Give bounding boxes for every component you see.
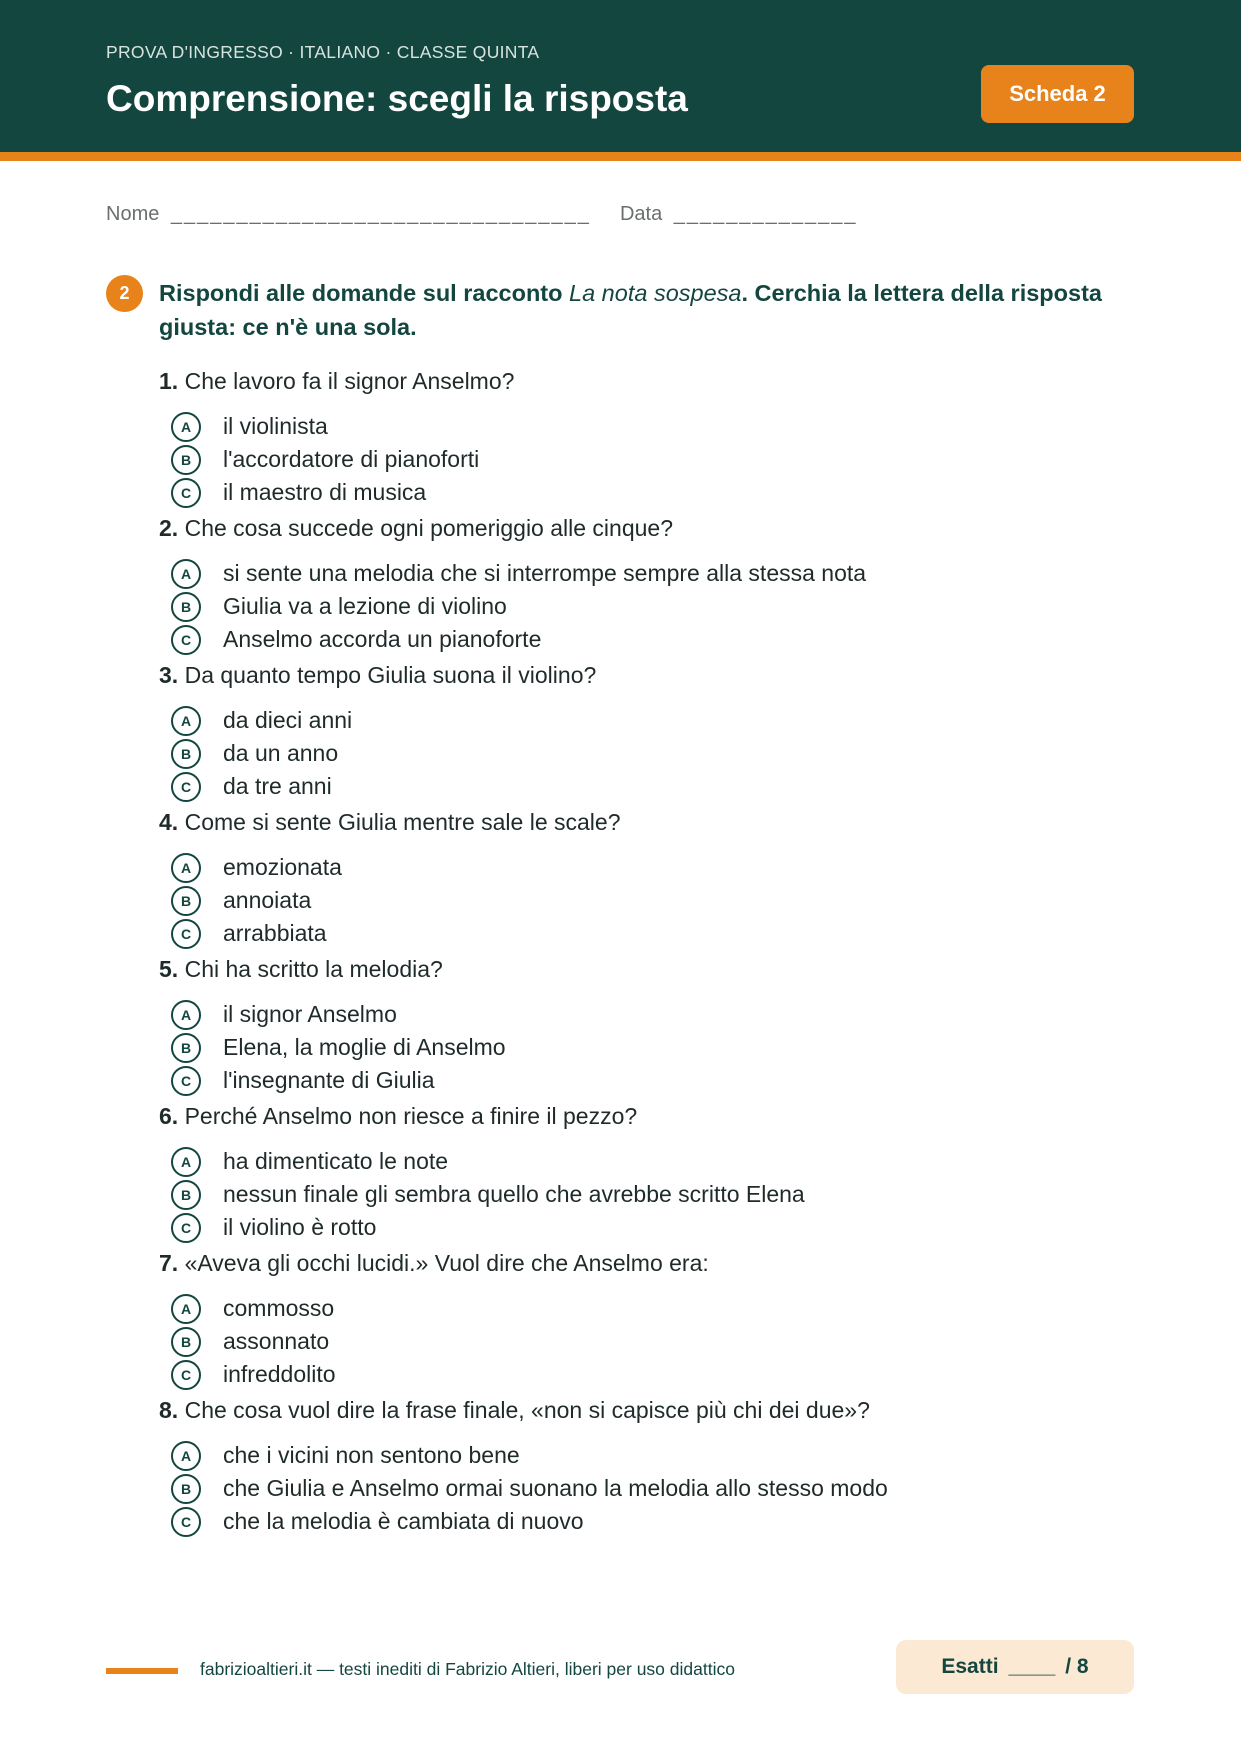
answer-option[interactable] bbox=[159, 770, 1149, 803]
question-text bbox=[159, 954, 1149, 984]
answer-option[interactable] bbox=[159, 443, 1149, 476]
answer-option[interactable] bbox=[159, 476, 1149, 509]
option-list bbox=[159, 1145, 1149, 1244]
option-letter-circle[interactable]: A bbox=[171, 1294, 201, 1324]
score-label: Esatti bbox=[941, 1655, 999, 1678]
option-text: l'insegnante di Giulia bbox=[223, 1067, 435, 1093]
option-text: da un anno bbox=[223, 740, 339, 766]
question-number: 4. bbox=[159, 809, 179, 835]
answer-option[interactable] bbox=[159, 737, 1149, 770]
option-text: l'accordatore di pianoforti bbox=[223, 446, 480, 472]
question-text bbox=[159, 1248, 1149, 1278]
page-header bbox=[0, 0, 1241, 161]
option-text: il signor Anselmo bbox=[223, 1001, 397, 1027]
answer-option[interactable] bbox=[159, 1358, 1149, 1391]
answer-option[interactable] bbox=[159, 704, 1149, 737]
option-text: arrabbiata bbox=[223, 920, 327, 946]
question-prompt: Da quanto tempo Giulia suona il violino? bbox=[184, 662, 597, 688]
option-letter-circle[interactable]: C bbox=[171, 1360, 201, 1390]
option-text: da tre anni bbox=[223, 773, 332, 799]
score-total: / 8 bbox=[1065, 1655, 1089, 1678]
date-label: Data bbox=[619, 203, 663, 225]
option-text: infreddolito bbox=[223, 1361, 336, 1387]
option-letter-circle[interactable]: C bbox=[171, 478, 201, 508]
option-text: Giulia va a lezione di violino bbox=[223, 593, 507, 619]
option-text: il violinista bbox=[223, 413, 328, 439]
exercise-instruction bbox=[159, 276, 1119, 344]
page-title: Comprensione: scegli la risposta bbox=[106, 78, 688, 119]
answer-option[interactable] bbox=[159, 557, 1149, 590]
option-letter-circle[interactable]: B bbox=[171, 445, 201, 475]
option-list bbox=[159, 704, 1149, 803]
question-list bbox=[159, 366, 1149, 1538]
option-letter-circle[interactable]: C bbox=[171, 625, 201, 655]
answer-option[interactable] bbox=[159, 1472, 1149, 1505]
question-prompt: Che cosa succede ogni pomeriggio alle cinque? bbox=[184, 515, 674, 541]
option-letter-circle[interactable]: A bbox=[171, 1000, 201, 1030]
answer-option[interactable] bbox=[159, 590, 1149, 623]
option-text: nessun finale gli sembra quello che avrebbe scritto Elena bbox=[223, 1181, 805, 1207]
option-text: assonnato bbox=[223, 1328, 330, 1354]
option-letter-circle[interactable]: A bbox=[171, 706, 201, 736]
option-letter-circle[interactable]: A bbox=[171, 559, 201, 589]
question-8 bbox=[159, 1395, 1149, 1538]
question-4 bbox=[159, 807, 1149, 950]
option-text: commosso bbox=[223, 1295, 335, 1321]
option-list bbox=[159, 1439, 1149, 1538]
answer-option[interactable] bbox=[159, 998, 1149, 1031]
option-text: si sente una melodia che si interrompe sempre alla stessa nota bbox=[223, 560, 867, 586]
score-field[interactable]: ____ bbox=[1008, 1655, 1056, 1678]
option-text: che la melodia è cambiata di nuovo bbox=[223, 1508, 584, 1534]
option-letter-circle[interactable]: C bbox=[171, 1066, 201, 1096]
answer-option[interactable] bbox=[159, 1325, 1149, 1358]
option-text: annoiata bbox=[223, 887, 312, 913]
question-prompt: Perché Anselmo non riesce a finire il pezzo? bbox=[184, 1103, 638, 1129]
answer-option[interactable] bbox=[159, 1064, 1149, 1097]
name-field[interactable]: ________________________________ bbox=[170, 203, 591, 225]
name-label: Nome bbox=[106, 203, 160, 225]
option-list bbox=[159, 557, 1149, 656]
student-info-row bbox=[106, 203, 858, 226]
answer-option[interactable] bbox=[159, 1505, 1149, 1538]
option-letter-circle[interactable]: B bbox=[171, 1474, 201, 1504]
instruction-text-after: . Cerchia la lettera della risposta giusta: ce n'è una sola. bbox=[159, 280, 1102, 340]
option-letter-circle[interactable]: C bbox=[171, 772, 201, 802]
question-prompt: Chi ha scritto la melodia? bbox=[184, 956, 443, 982]
question-number: 2. bbox=[159, 515, 179, 541]
option-text: Anselmo accorda un pianoforte bbox=[223, 626, 542, 652]
instruction-text-before: Rispondi alle domande sul racconto bbox=[159, 280, 570, 306]
header-kicker: PROVA D'INGRESSO · ITALIANO · CLASSE QUINTA bbox=[106, 42, 540, 62]
question-7 bbox=[159, 1248, 1149, 1391]
option-letter-circle[interactable]: B bbox=[171, 1180, 201, 1210]
option-list bbox=[159, 998, 1149, 1097]
option-letter-circle[interactable]: B bbox=[171, 1327, 201, 1357]
question-number: 5. bbox=[159, 956, 179, 982]
question-number: 3. bbox=[159, 662, 179, 688]
option-letter-circle[interactable]: C bbox=[171, 1507, 201, 1537]
answer-option[interactable] bbox=[159, 1439, 1149, 1472]
option-letter-circle[interactable]: B bbox=[171, 1033, 201, 1063]
question-prompt: Che lavoro fa il signor Anselmo? bbox=[184, 368, 515, 394]
question-3 bbox=[159, 660, 1149, 803]
option-letter-circle[interactable]: A bbox=[171, 1147, 201, 1177]
option-letter-circle[interactable]: A bbox=[171, 412, 201, 442]
question-2 bbox=[159, 513, 1149, 656]
option-list bbox=[159, 1292, 1149, 1391]
option-text: da dieci anni bbox=[223, 707, 353, 733]
question-text bbox=[159, 1101, 1149, 1131]
story-title: La nota sospesa bbox=[569, 280, 742, 306]
answer-option[interactable] bbox=[159, 1292, 1149, 1325]
question-prompt: Come si sente Giulia mentre sale le scale? bbox=[184, 809, 621, 835]
option-text: il violino è rotto bbox=[223, 1214, 377, 1240]
question-text bbox=[159, 1395, 1149, 1425]
question-text bbox=[159, 366, 1149, 396]
question-number: 1. bbox=[159, 368, 179, 394]
option-text: che Giulia e Anselmo ormai suonano la melodia allo stesso modo bbox=[223, 1475, 888, 1501]
option-letter-circle[interactable]: A bbox=[171, 1441, 201, 1471]
sheet-badge: Scheda 2 bbox=[981, 65, 1134, 123]
footer-credit: fabrizioaltieri.it — testi inediti di Fabrizio Altieri, liberi per uso didattico bbox=[200, 1659, 735, 1679]
answer-option[interactable] bbox=[159, 851, 1149, 884]
option-text: emozionata bbox=[223, 854, 342, 880]
option-letter-circle[interactable]: C bbox=[171, 919, 201, 949]
question-prompt: Che cosa vuol dire la frase finale, «non si capisce più chi dei due»? bbox=[184, 1397, 870, 1423]
option-list bbox=[159, 410, 1149, 509]
option-letter-circle[interactable]: C bbox=[171, 1213, 201, 1243]
answer-option[interactable] bbox=[159, 623, 1149, 656]
option-text: Elena, la moglie di Anselmo bbox=[223, 1034, 506, 1060]
option-text: il maestro di musica bbox=[223, 479, 427, 505]
footer-accent-bar bbox=[106, 1668, 178, 1674]
answer-option[interactable] bbox=[159, 1031, 1149, 1064]
score-box bbox=[896, 1640, 1134, 1694]
date-field[interactable]: ______________ bbox=[673, 203, 858, 225]
answer-option[interactable] bbox=[159, 1178, 1149, 1211]
question-6 bbox=[159, 1101, 1149, 1244]
answer-option[interactable] bbox=[159, 1211, 1149, 1244]
option-letter-circle[interactable]: A bbox=[171, 853, 201, 883]
question-text bbox=[159, 660, 1149, 690]
question-number: 8. bbox=[159, 1397, 179, 1423]
option-text: che i vicini non sentono bene bbox=[223, 1442, 520, 1468]
option-text: ha dimenticato le note bbox=[223, 1148, 449, 1174]
option-letter-circle[interactable]: B bbox=[171, 886, 201, 916]
question-text bbox=[159, 513, 1149, 543]
question-number: 7. bbox=[159, 1250, 179, 1276]
option-letter-circle[interactable]: B bbox=[171, 592, 201, 622]
option-list bbox=[159, 851, 1149, 950]
question-prompt: «Aveva gli occhi lucidi.» Vuol dire che Anselmo era: bbox=[184, 1250, 709, 1276]
answer-option[interactable] bbox=[159, 917, 1149, 950]
question-text bbox=[159, 807, 1149, 837]
question-5 bbox=[159, 954, 1149, 1097]
answer-option[interactable] bbox=[159, 884, 1149, 917]
question-number: 6. bbox=[159, 1103, 179, 1129]
option-letter-circle[interactable]: B bbox=[171, 739, 201, 769]
answer-option[interactable] bbox=[159, 1145, 1149, 1178]
question-1 bbox=[159, 366, 1149, 509]
exercise-number: 2 bbox=[106, 275, 143, 312]
answer-option[interactable] bbox=[159, 410, 1149, 443]
